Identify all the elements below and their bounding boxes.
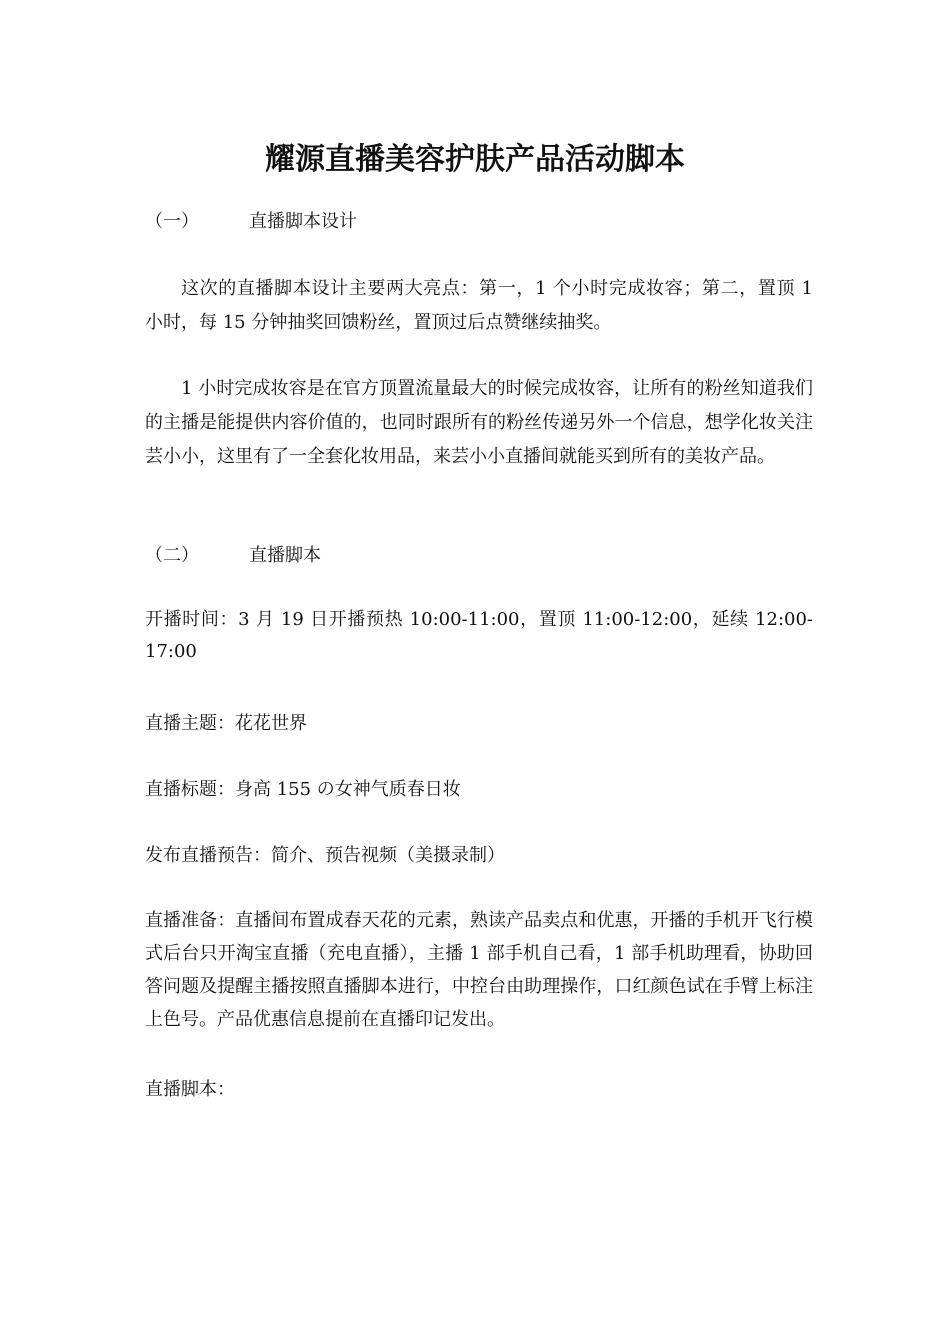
theme-line: 直播主题：花花世界 xyxy=(145,713,307,734)
section-title-1: 直播脚本设计 xyxy=(249,211,357,232)
paragraph-highlights: 这次的直播脚本设计主要两大亮点：第一，1 个小时完成妆容；第二，置顶 1 小时，每 15 分钟抽奖回馈粉丝，置顶过后点赞继续抽奖。 xyxy=(145,278,813,333)
announcement-line: 发布直播预告：简介、预告视频（美摄录制） xyxy=(145,845,505,866)
start-time-line: 开播时间：3 月 19 日开播预热 10:00-11:00，置顶 11:00-12:00，延续 12:00-17:00 xyxy=(145,609,813,662)
section-heading-2 xyxy=(145,542,321,570)
section-number-1: （一） xyxy=(145,211,199,232)
live-title-line: 直播标题：身高 155 の女神气质春日妆 xyxy=(145,779,461,800)
section-number-2: （二） xyxy=(145,545,199,566)
preparation-paragraph: 直播准备：直播间布置成春天花的元素，熟读产品卖点和优惠，开播的手机开飞行模式后台只开淘宝直播（充电直播），主播 1 部手机自己看，1 部手机助理看，协助回答问题及提醒主播按照直播脚本进行，中控台由助理操作，口红颜色试在手臂上标注上色号。产品优惠信息提前在直播印记发出。 xyxy=(145,910,813,1030)
section-heading-1 xyxy=(145,208,357,236)
script-label: 直播脚本： xyxy=(145,1079,235,1100)
section-title-2: 直播脚本 xyxy=(249,545,321,566)
document-title: 耀源直播美容护肤产品活动脚本 xyxy=(265,142,685,177)
paragraph-makeup-value: 1 小时完成妆容是在官方顶置流量最大的时候完成妆容，让所有的粉丝知道我们的主播是能提供内容价值的，也同时跟所有的粉丝传递另外一个信息，想学化妆关注芸小小，这里有了一全套化妆用品，来芸小小直播间就能买到所有的美妆产品。 xyxy=(145,378,813,467)
